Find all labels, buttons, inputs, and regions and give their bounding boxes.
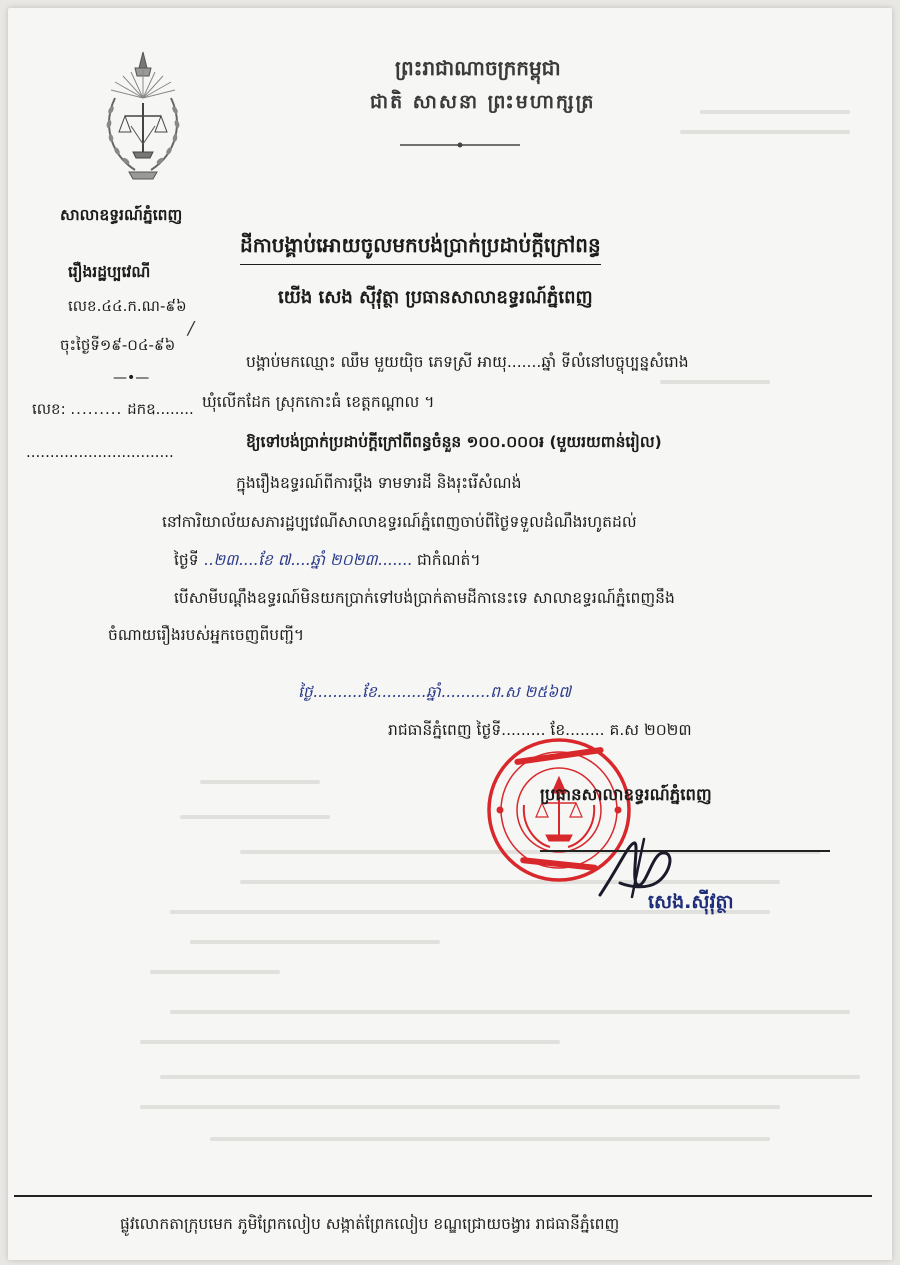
order-line-5: នៅការិយាល័យសភារដ្ឋប្បវេណីសាលាឧទ្ធរណ៍ភ្នំពេញចាប់ពីថ្ងៃទទួលដំណឹងរហូតដល់ [162, 513, 637, 531]
order-line-7: បើសាមីបណ្តឹងឧទ្ធរណ៍មិនយកប្រាក់ទៅបង់ប្រាក់តាមដីកានេះទេ សាលាឧទ្ធរណ៍ភ្នំពេញនឹង [174, 589, 675, 607]
reference-line: ............................... [26, 443, 174, 461]
reference-number [32, 400, 194, 422]
order-line-1: បង្គាប់មកឈ្មោះ ឈឹម មួយយ៉ិច ភេទស្រី អាយុ.......ឆ្នាំ ទីលំនៅបច្ចុប្បន្នសំរោង [246, 353, 689, 371]
separator-dash: —•— [113, 370, 150, 386]
reference-suffix: ដកឧ........ [127, 400, 194, 418]
national-motto: ជាតិ សាសនា ព្រះមហាក្សត្រ [370, 91, 596, 113]
case-type: រឿងរដ្ឋប្បវេណី [68, 263, 151, 281]
issuer-line: យើង សេង ស៊ីវុត្ថា ប្រធានសាលាឧទ្ធរណ៍ភ្នំពេញ [278, 287, 593, 308]
signatory-role: ប្រធានសាលាឧទ្ធរណ៍ភ្នំពេញ [540, 785, 712, 804]
place-date: រាជធានីភ្នំពេញ ថ្ងៃទី......... ខែ........ គ.ស ២០២៣ [388, 721, 692, 739]
footer-address: ផ្លូវលោកតាក្រុបមេក ភូមិព្រែកលៀប សង្កាត់ព្រែកលៀប ខណ្ឌជ្រោយចង្វារ រាជធានីភ្នំពេញ [120, 1215, 620, 1233]
court-name: សាលាឧទ្ធរណ៍ភ្នំពេញ [60, 206, 183, 224]
case-number: លេខ.៤៤.ក.ណ-៩៦ [68, 297, 187, 315]
deadline-handwritten: ..២៣....ខែ ៧....ឆ្នាំ ២០២៣....... [203, 551, 413, 569]
court-emblem [95, 48, 191, 188]
deadline-suffix: ជាកំណត់។ [417, 551, 481, 569]
order-line-2: ឃុំលើកដែក ស្រុកកោះធំ ខេត្តកណ្តាល ។ [202, 393, 435, 411]
lunar-date: ថ្ងៃ..........ខែ..........ឆ្នាំ..........ព.ស ២៥៦៧ [298, 683, 571, 701]
signatory-name: សេង.ស៊ីវុត្ថា [648, 891, 734, 913]
order-line-4: ក្នុងរឿងឧទ្ធរណ៍ពីការប្តឹង ទាមទារដី និងរុះរើសំណង់ [236, 474, 522, 492]
footer-rule [14, 1195, 872, 1197]
order-line-3: ឱ្យទៅបង់ប្រាក់ប្រដាប់ក្តីក្រៅពីពន្ធចំនួន ១០០.០០០៛ (មួយរយពាន់រៀល) [246, 433, 662, 451]
kingdom-heading: ព្រះរាជាណាចក្រកម្ពុជា [395, 56, 561, 80]
case-date: ចុះថ្ងៃទី១៩-០៤-៩៦ [60, 336, 176, 354]
motto-ornament [400, 140, 520, 150]
deadline-prefix: ថ្ងៃទី [174, 551, 199, 569]
document-title: ដីកាបង្គាប់អោយចូលមកបង់ប្រាក់ប្រដាប់ក្តីក្រៅពន្ធ [240, 232, 601, 265]
reference-label: លេខ: [32, 400, 66, 418]
check-mark: / [188, 318, 195, 339]
order-line-6 [174, 550, 481, 573]
order-line-8: ចំណាយរឿងរបស់អ្នកចេញពីបញ្ជី។ [108, 626, 305, 644]
reference-dots: ......... [70, 400, 123, 418]
